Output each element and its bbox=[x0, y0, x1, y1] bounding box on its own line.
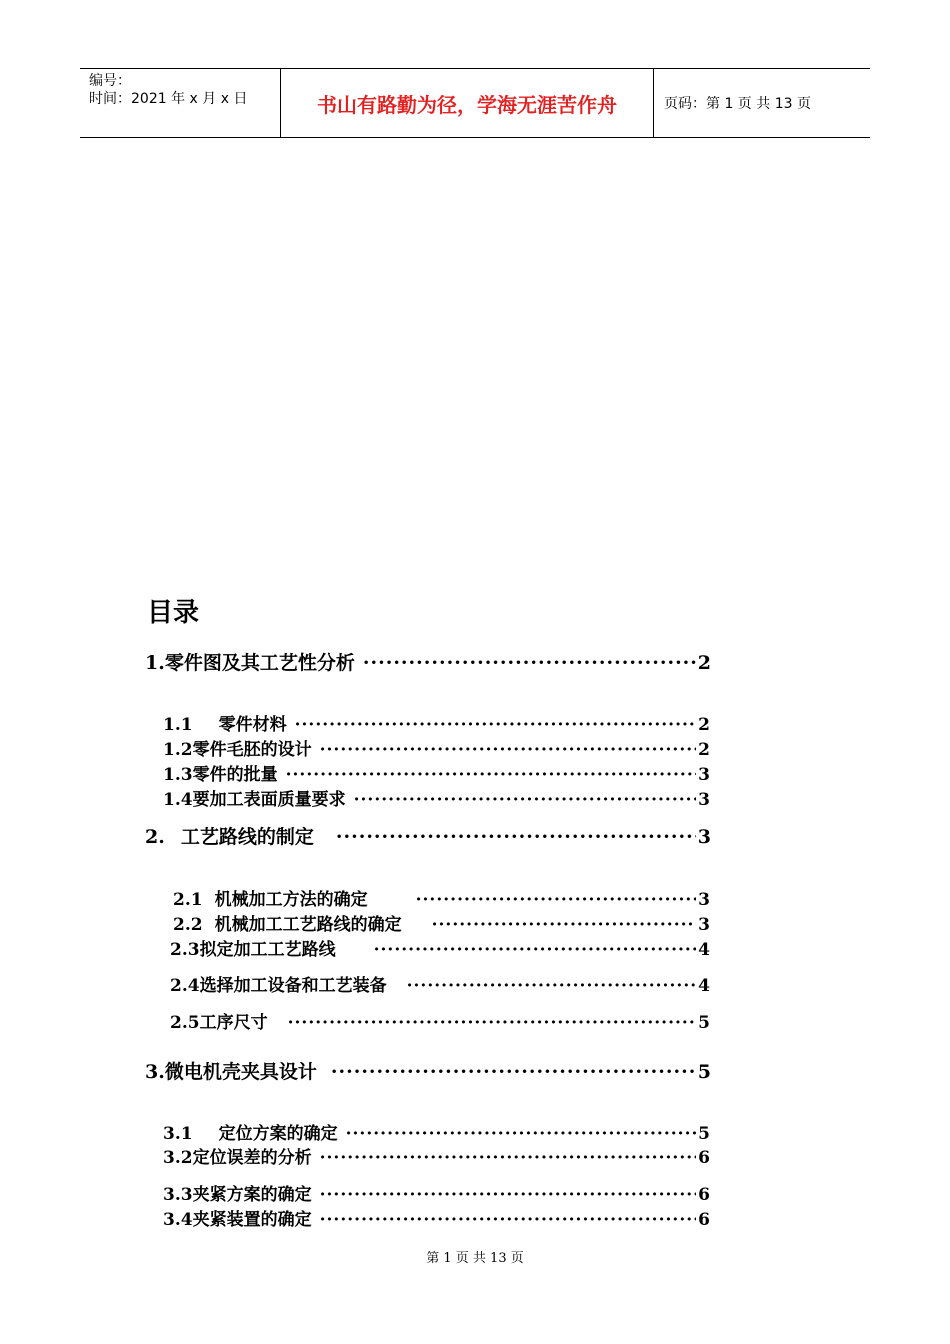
toc-entry-number: 3.4 bbox=[163, 1210, 193, 1230]
toc-entry-page: 4 bbox=[698, 976, 710, 996]
toc-entry-number: 2.2 bbox=[173, 915, 203, 935]
toc-entry-page: 3 bbox=[697, 826, 711, 848]
toc-leader-dots bbox=[407, 976, 697, 996]
toc-entry-text: 选择加工设备和工艺装备 bbox=[199, 976, 387, 996]
toc-entry[interactable] bbox=[170, 971, 710, 996]
toc-leader-dots bbox=[286, 765, 697, 785]
toc-leader-dots bbox=[320, 1148, 697, 1168]
toc-entry-number: 1.4 bbox=[163, 790, 193, 810]
toc-entry[interactable] bbox=[173, 910, 710, 935]
toc-entry-text: 定位方案的确定 bbox=[218, 1124, 338, 1144]
toc-entry[interactable] bbox=[163, 1143, 710, 1168]
toc-entry[interactable] bbox=[163, 1119, 710, 1144]
toc-leader-dots bbox=[363, 652, 696, 674]
toc-entry-number: 1.1 bbox=[163, 715, 193, 735]
toc-entry-number: 1. bbox=[145, 652, 165, 674]
toc-entry-page: 5 bbox=[697, 1061, 711, 1083]
toc-leader-dots bbox=[320, 1210, 697, 1230]
toc-leader-dots bbox=[295, 715, 697, 735]
toc-leader-dots bbox=[354, 790, 697, 810]
document-time-label: 时间：2021 年 x 月 x 日 bbox=[89, 91, 248, 107]
toc-entry-number: 2.1 bbox=[173, 890, 203, 910]
header-motto: 书山有路勤为径，学海无涯苦作舟 bbox=[281, 69, 654, 137]
toc-entry-text: 定位误差的分析 bbox=[192, 1148, 312, 1168]
toc-entry-page: 5 bbox=[698, 1124, 710, 1144]
toc-entry-page: 5 bbox=[698, 1013, 710, 1033]
toc-entry-text: 微电机壳夹具设计 bbox=[164, 1061, 317, 1083]
toc-entry[interactable] bbox=[170, 1008, 710, 1033]
toc-entry-number: 2.3 bbox=[170, 940, 200, 960]
toc-entry-text: 拟定加工工艺路线 bbox=[199, 940, 336, 960]
toc-entry-text: 机械加工方法的确定 bbox=[214, 890, 368, 910]
toc-entry[interactable] bbox=[163, 1205, 710, 1230]
toc-entry-number: 3.1 bbox=[163, 1124, 193, 1144]
toc-entry-page: 2 bbox=[698, 740, 710, 760]
toc-entry-text: 零件材料 bbox=[218, 715, 287, 735]
toc-entry-number: 2.5 bbox=[170, 1013, 200, 1033]
toc-entry-page: 3 bbox=[698, 790, 710, 810]
toc-entry-number: 1.2 bbox=[163, 740, 193, 760]
toc-entry-number: 2. bbox=[145, 826, 165, 848]
toc-entry-number: 3.2 bbox=[163, 1148, 193, 1168]
toc-leader-dots bbox=[374, 940, 697, 960]
toc-leader-dots bbox=[416, 890, 697, 910]
toc-entry-number: 2.4 bbox=[170, 976, 200, 996]
toc-title: 目录 bbox=[147, 598, 200, 628]
toc-entry-page: 6 bbox=[698, 1185, 710, 1205]
toc-entry-page: 3 bbox=[698, 765, 710, 785]
toc-entry[interactable] bbox=[145, 648, 711, 674]
toc-entry-text: 零件毛胚的设计 bbox=[192, 740, 312, 760]
toc-entry[interactable] bbox=[145, 822, 711, 848]
toc-entry-page: 4 bbox=[698, 940, 710, 960]
toc-entry[interactable] bbox=[173, 885, 710, 910]
toc-entry[interactable] bbox=[163, 710, 710, 735]
toc-entry-page: 6 bbox=[698, 1148, 710, 1168]
toc-leader-dots bbox=[346, 1124, 697, 1144]
toc-entry-text: 工艺路线的制定 bbox=[180, 826, 314, 848]
header-left-cell bbox=[80, 69, 281, 137]
toc-entry-text: 要加工表面质量要求 bbox=[192, 790, 346, 810]
toc-entry-page: 2 bbox=[697, 652, 711, 674]
page-header bbox=[80, 68, 870, 138]
toc-entry[interactable] bbox=[163, 1180, 710, 1205]
header-page-info: 页码：第 1 页 共 13 页 bbox=[664, 96, 811, 112]
toc-entry[interactable] bbox=[163, 760, 710, 785]
toc-entry-text: 零件图及其工艺性分析 bbox=[164, 652, 355, 674]
toc-entry-text: 机械加工工艺路线的确定 bbox=[214, 915, 402, 935]
toc-entry-page: 6 bbox=[698, 1210, 710, 1230]
toc-entry-number: 3. bbox=[145, 1061, 165, 1083]
toc-leader-dots bbox=[288, 1013, 697, 1033]
toc-entry-page: 2 bbox=[698, 715, 710, 735]
toc-entry-number: 1.3 bbox=[163, 765, 193, 785]
document-number-label: 编号： bbox=[89, 73, 131, 89]
toc-leader-dots bbox=[432, 915, 697, 935]
toc-entry[interactable] bbox=[145, 1057, 711, 1083]
toc-entry-page: 3 bbox=[698, 915, 710, 935]
toc-entry[interactable] bbox=[163, 785, 710, 810]
toc-entry-text: 零件的批量 bbox=[192, 765, 278, 785]
toc-leader-dots bbox=[336, 826, 696, 848]
toc-entry-text: 夹紧装置的确定 bbox=[192, 1210, 312, 1230]
toc-entry[interactable] bbox=[163, 735, 710, 760]
toc-entry-text: 工序尺寸 bbox=[199, 1013, 268, 1033]
toc-leader-dots bbox=[331, 1061, 696, 1083]
toc-entry-page: 3 bbox=[698, 890, 710, 910]
toc-leader-dots bbox=[320, 740, 697, 760]
page-footer: 第 1 页 共 13 页 bbox=[426, 1251, 524, 1266]
toc-leader-dots bbox=[320, 1185, 697, 1205]
toc-entry-text: 夹紧方案的确定 bbox=[192, 1185, 312, 1205]
toc-entry[interactable] bbox=[170, 935, 710, 960]
toc-entry-number: 3.3 bbox=[163, 1185, 193, 1205]
